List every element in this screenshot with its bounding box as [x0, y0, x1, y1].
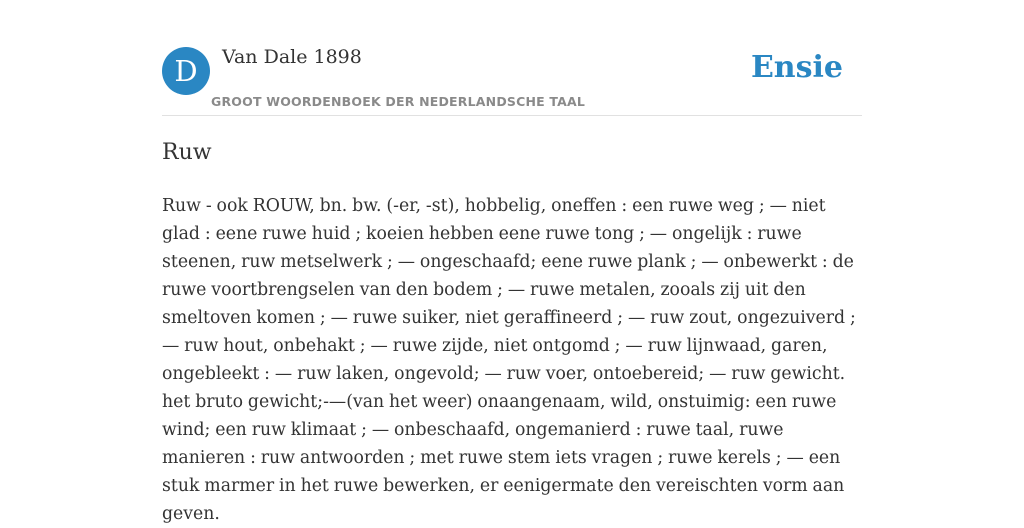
entry-word-title: Ruw [162, 140, 212, 165]
source-title-link[interactable]: Van Dale 1898 [222, 46, 362, 68]
ensie-logo[interactable]: Ensie [750, 50, 843, 85]
header [162, 44, 862, 116]
source-subtitle: GROOT WOORDENBOEK DER NEDERLANDSCHE TAAL [211, 94, 586, 109]
source-avatar[interactable]: D [162, 47, 210, 95]
entry-definition: Ruw - ook ROUW, bn. bw. (-er, -st), hobbelig, oneffen : een ruwe weg ; — niet glad : eene ruwe huid ; koeien hebben eene ruwe tong ; — ongelijk : ruwe steenen, ruw metselwerk ; — ongeschaafd; eene ruwe plank ; — onbewerkt : de ruwe voortbrengselen van den bodem ; — ruwe metalen, zooals zij uit den smeltoven komen ; — ruwe suiker, niet geraffineerd ; — ruw zout, ongezuiverd ; — ruw hout, onbehakt ; — ruwe zijde, niet ontgomd ; — ruw lijnwaad, garen, ongebleekt : — ruw laken, ongevold; — ruw voer, ontoebereid; — ruw gewicht. het bruto gewicht;-—(van het weer) onaangenaam, wild, onstuimig: een ruwe wind; een ruw klimaat ; — onbeschaafd, ongemanierd : ruwe taal, ruwe manieren : ruw antwoorden ; met ruwe stem iets vragen ; ruwe kerels ; — een stuk marmer in het ruwe bewerken, er eenigermate den vereischten vorm aan geven. [162, 196, 856, 524]
